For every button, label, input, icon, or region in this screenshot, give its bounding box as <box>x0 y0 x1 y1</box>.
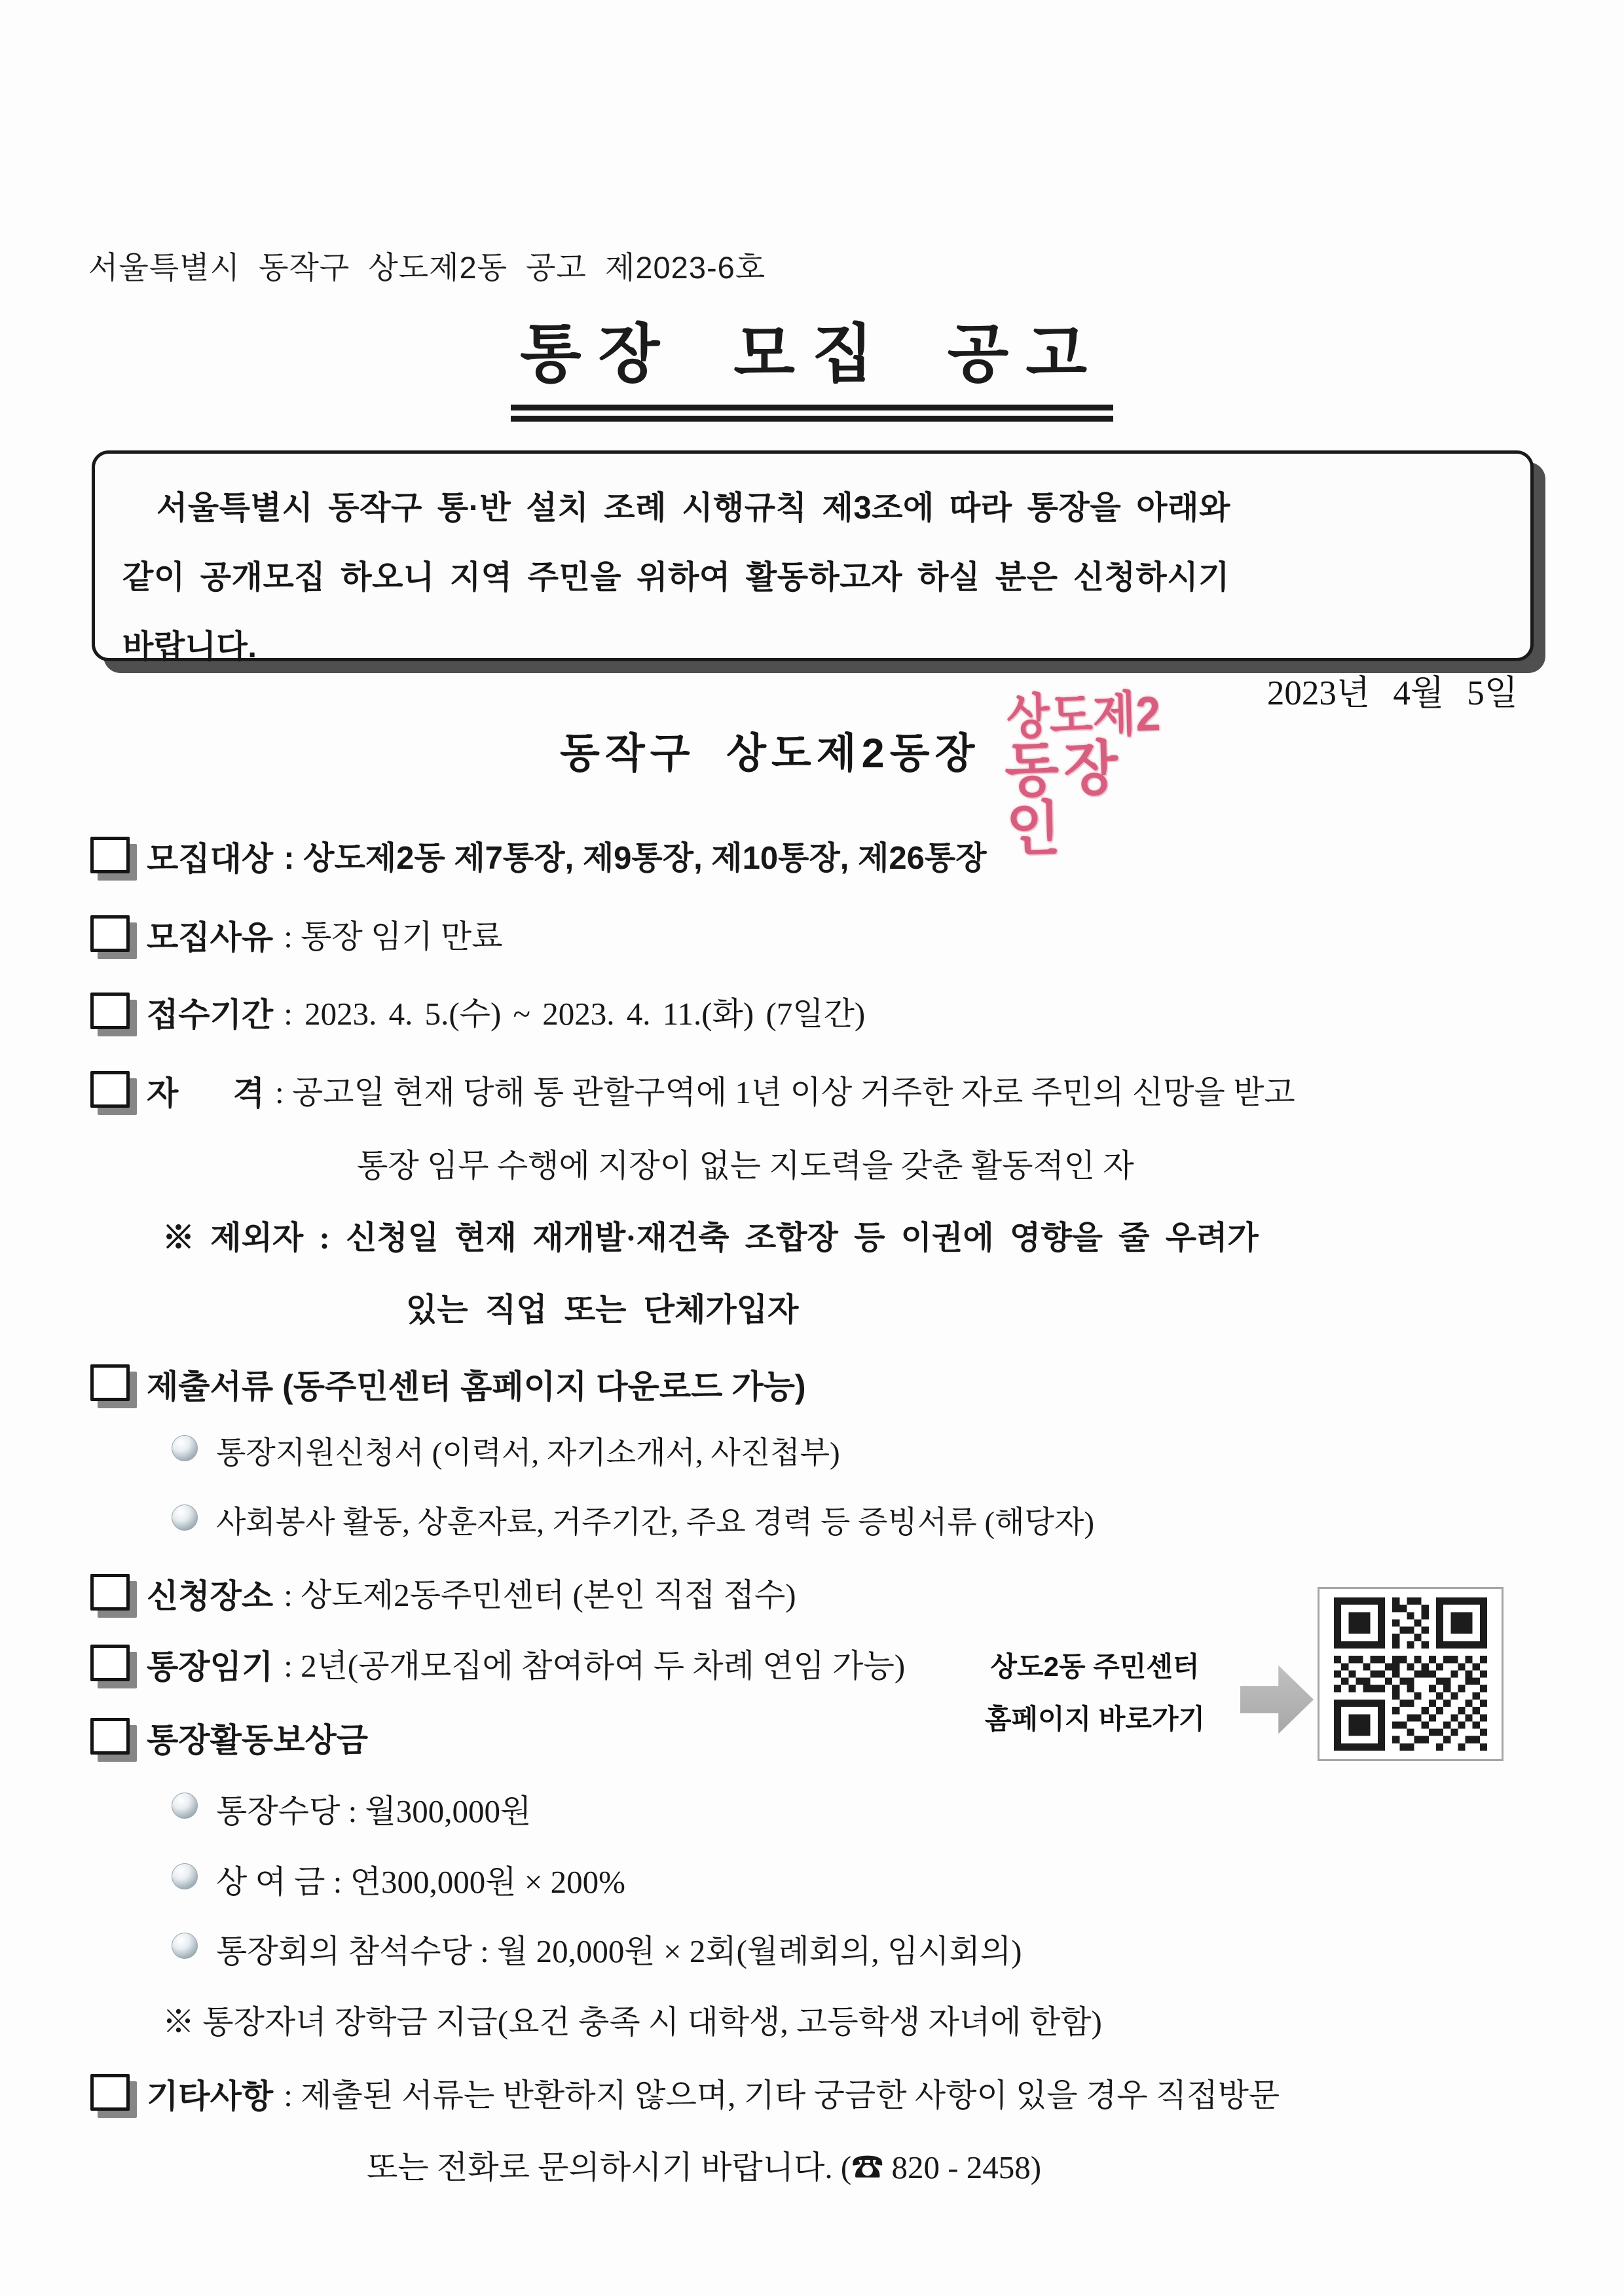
checkbox-bullet-icon <box>90 837 130 873</box>
etc-value-line2: 또는 전화로 문의하시기 바랍니다. (☎ 820 - 2458) <box>367 2149 1042 2185</box>
compensation-item-3: 통장회의 참석수당 : 월 20,000원 × 2회(월례회의, 임시회의) <box>216 1933 1022 1969</box>
compensation-label: 통장활동보상금 <box>147 1722 369 1758</box>
intro-line: 바랍니다. <box>122 629 257 665</box>
qualification-value-line1: : 공고일 현재 당해 통 관할구역에 1년 이상 거주한 자로 주민의 신망을 받고 <box>274 1074 1295 1110</box>
intro-box <box>92 450 1534 665</box>
title-wrap <box>0 302 1624 422</box>
row-etc <box>90 2070 1280 2117</box>
row-recruit-target <box>90 833 987 880</box>
application-period-value: : 2023. 4. 5.(수) ~ 2023. 4. 11.(화) (7일간) <box>284 996 866 1032</box>
checkbox-bullet-icon <box>90 1364 130 1401</box>
checkbox-bullet-icon <box>90 2074 130 2111</box>
document-item-1: 통장지원신청서 (이력서, 자기소개서, 사진첩부) <box>216 1436 840 1470</box>
sphere-bullet-icon <box>172 1504 198 1531</box>
row-document-item-1 <box>172 1429 840 1472</box>
intro-line: 서울특별시 동작구 통·반 설치 조례 시행규칙 제3조에 따라 통장을 아래와 <box>157 490 1230 526</box>
qr-caption <box>951 1641 1239 1745</box>
intro-line: 같이 공개모집 하오니 지역 주민을 위하여 활동하고자 하실 분은 신청하시기 <box>122 560 1230 595</box>
notice-number: 서울특별시 동작구 상도제2동 공고 제2023-6호 <box>88 250 766 285</box>
etc-value-line1: : 제출된 서류는 반환하지 않으며, 기타 궁금한 사항이 있을 경우 직접방문 <box>284 2077 1280 2113</box>
exclusion-note-line1: ※ 제외자 : 신청일 현재 재개발·재건축 조합장 등 이권에 영향을 줄 우려가 <box>162 1220 1259 1256</box>
document-item-2: 사회봉사 활동, 상훈자료, 거주기간, 주요 경력 등 증빙서류 (해당자) <box>216 1506 1095 1540</box>
recruit-target-label: 모집대상 <box>147 841 274 877</box>
scholarship-note: ※ 통장자녀 장학금 지급(요건 충족 시 대학생, 고등학생 자녀에 한함) <box>162 2004 1102 2040</box>
row-application-place <box>90 1570 796 1617</box>
page-title: 통장 모집 공고 <box>511 302 1113 422</box>
row-document-item-2 <box>172 1498 1094 1542</box>
row-qualification <box>90 1067 1295 1114</box>
checkbox-bullet-icon <box>90 1645 130 1681</box>
row-compensation <box>90 1714 368 1761</box>
arrow-right-icon <box>1240 1662 1314 1738</box>
recruit-reason-value: : 통장 임기 만료 <box>284 919 503 955</box>
sphere-bullet-icon <box>172 1793 198 1819</box>
notice-date: 2023년 4월 5일 <box>1266 674 1518 712</box>
term-of-office-value: : 2년(공개모집에 참여하여 두 차례 연임 가능) <box>284 1648 906 1684</box>
row-required-documents <box>90 1360 806 1408</box>
application-place-label: 신청장소 <box>147 1578 274 1614</box>
exclusion-note-line2: 있는 직업 또는 단체가입자 <box>406 1292 799 1328</box>
official-seal-stamp <box>999 685 1172 864</box>
row-recruit-reason <box>90 911 503 958</box>
required-documents-label: 제출서류 (동주민센터 홈페이지 다운로드 가능) <box>147 1368 806 1405</box>
sphere-bullet-icon <box>172 1933 198 1959</box>
compensation-item-2: 상 여 금 : 연300,000원 × 200% <box>216 1864 625 1900</box>
etc-label: 기타사항 <box>147 2078 274 2115</box>
checkbox-bullet-icon <box>90 1718 130 1755</box>
row-term-of-office <box>90 1641 905 1688</box>
row-compensation-item-1 <box>172 1786 531 1832</box>
recruit-target-value: : 상도제2동 제7통장, 제9통장, 제10통장, 제26통장 <box>284 841 987 876</box>
sphere-bullet-icon <box>172 1863 198 1889</box>
checkbox-bullet-icon <box>90 915 130 952</box>
application-period-label: 접수기간 <box>147 996 274 1033</box>
stamp-text-row1: 상도제2 <box>1006 685 1162 745</box>
application-place-value: : 상도제2동주민센터 (본인 직접 접수) <box>284 1577 796 1613</box>
stamp-text-row2: 동장인 <box>1003 735 1124 864</box>
checkbox-bullet-icon <box>90 993 130 1029</box>
sphere-bullet-icon <box>172 1435 198 1461</box>
compensation-item-1: 통장수당 : 월300,000원 <box>216 1793 532 1829</box>
issuing-authority: 동작구 상도제2동장 <box>560 731 980 776</box>
qualification-value-line2: 통장 임무 수행에 지장이 없는 지도력을 갖춘 활동적인 자 <box>357 1148 1134 1184</box>
qr-code-frame <box>1318 1587 1504 1761</box>
checkbox-bullet-icon <box>90 1071 130 1108</box>
term-of-office-label: 통장임기 <box>147 1649 274 1685</box>
qr-code <box>1334 1597 1487 1751</box>
qualification-label: 자 격 <box>147 1075 265 1112</box>
row-application-period <box>90 989 865 1036</box>
recruit-reason-label: 모집사유 <box>147 919 274 956</box>
row-compensation-item-2 <box>172 1857 625 1903</box>
qr-caption-line1: 상도2동 주민센터 <box>990 1651 1200 1682</box>
checkbox-bullet-icon <box>90 1574 130 1611</box>
row-compensation-item-3 <box>172 1926 1022 1972</box>
qr-caption-line2: 홈페이지 바로가기 <box>984 1704 1206 1734</box>
